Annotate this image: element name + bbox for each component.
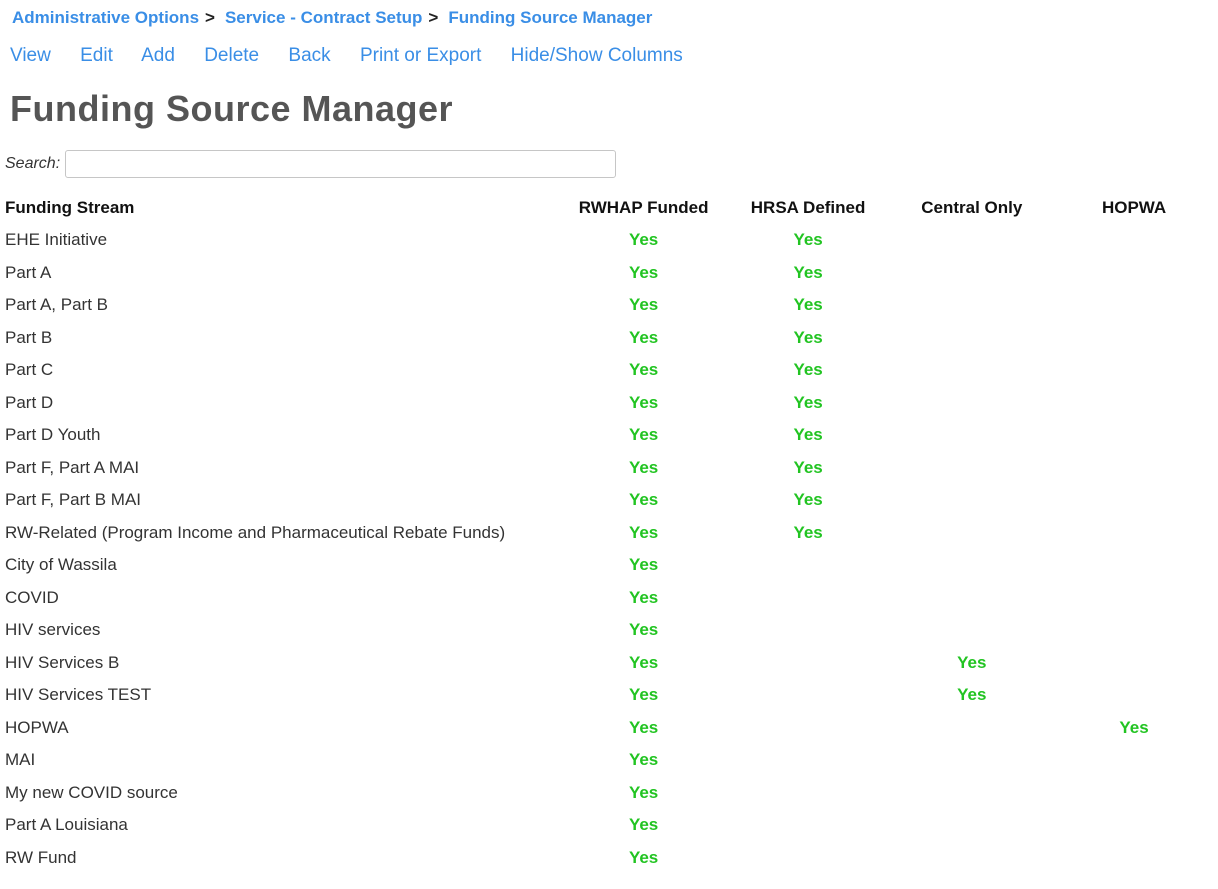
funding-stream-cell: Part A Louisiana: [5, 815, 128, 835]
central-only-cell: [893, 809, 1050, 842]
edit-link[interactable]: Edit: [80, 45, 113, 66]
central-only-cell: [893, 842, 1050, 875]
hrsa-defined-cell: [723, 842, 894, 875]
hrsa-defined-cell: [723, 679, 894, 712]
hrsa-defined-cell: Yes: [793, 360, 823, 380]
breadcrumb-separator: >: [428, 8, 439, 27]
table-row[interactable]: [5, 257, 1218, 290]
search-bar: [5, 150, 616, 178]
funding-stream-cell: RW Fund: [5, 847, 77, 867]
funding-stream-cell: My new COVID source: [5, 782, 178, 802]
funding-stream-cell: RW-Related (Program Income and Pharmaceutical Rebate Funds): [5, 522, 506, 542]
rwhap-funded-cell: Yes: [628, 425, 659, 445]
funding-stream-cell: HIV services: [5, 620, 101, 640]
funding-source-table: [5, 192, 1218, 874]
hopwa-cell: [1050, 452, 1218, 485]
delete-link[interactable]: Delete: [204, 45, 260, 66]
hopwa-cell: [1050, 224, 1218, 257]
funding-stream-cell: HIV Services B: [5, 652, 120, 672]
hrsa-defined-cell: Yes: [793, 295, 823, 315]
hrsa-defined-cell: Yes: [793, 490, 823, 510]
hide-show-columns-link[interactable]: Hide/Show Columns: [510, 45, 683, 66]
table-row[interactable]: [5, 842, 1218, 875]
breadcrumb: [12, 8, 652, 28]
hrsa-defined-cell: [723, 582, 894, 615]
central-only-cell: [893, 322, 1050, 355]
back-link[interactable]: Back: [288, 45, 331, 66]
column-header-central-only[interactable]: Central Only: [921, 198, 1023, 217]
table-row[interactable]: [5, 549, 1218, 582]
hopwa-cell: [1050, 387, 1218, 420]
funding-stream-cell: Part B: [5, 327, 53, 347]
central-only-cell: [893, 289, 1050, 322]
central-only-cell: [893, 614, 1050, 647]
central-only-cell: [893, 257, 1050, 290]
hopwa-cell: [1050, 257, 1218, 290]
table-row[interactable]: [5, 712, 1218, 745]
central-only-cell: [893, 582, 1050, 615]
funding-stream-cell: HIV Services TEST: [5, 685, 152, 705]
central-only-cell: [893, 452, 1050, 485]
table-row[interactable]: [5, 582, 1218, 615]
funding-stream-cell: MAI: [5, 750, 36, 770]
hopwa-cell: [1050, 484, 1218, 517]
column-header-hopwa[interactable]: HOPWA: [1101, 198, 1167, 217]
central-only-cell: [893, 712, 1050, 745]
funding-stream-cell: EHE Initiative: [5, 230, 108, 250]
funding-stream-cell: Part D Youth: [5, 425, 101, 445]
hopwa-cell: [1050, 614, 1218, 647]
funding-stream-cell: COVID: [5, 587, 59, 607]
hrsa-defined-cell: Yes: [793, 392, 823, 412]
central-only-cell: [893, 744, 1050, 777]
breadcrumb-separator: >: [205, 8, 215, 27]
table-row[interactable]: [5, 224, 1218, 257]
hopwa-cell: [1050, 777, 1218, 810]
rwhap-funded-cell: Yes: [628, 522, 659, 542]
search-label: Search:: [5, 155, 61, 172]
rwhap-funded-cell: Yes: [628, 717, 659, 737]
page-title: Funding Source Manager: [10, 88, 454, 129]
hrsa-defined-cell: [723, 647, 894, 680]
hrsa-defined-cell: [723, 549, 894, 582]
rwhap-funded-cell: Yes: [628, 750, 659, 770]
central-only-cell: [893, 484, 1050, 517]
rwhap-funded-cell: Yes: [628, 230, 659, 250]
central-only-cell: [893, 517, 1050, 550]
hopwa-cell: [1050, 744, 1218, 777]
table-row[interactable]: [5, 744, 1218, 777]
table-row[interactable]: [5, 354, 1218, 387]
hrsa-defined-cell: [723, 614, 894, 647]
funding-stream-cell: Part F, Part B MAI: [5, 490, 142, 510]
rwhap-funded-cell: Yes: [628, 685, 659, 705]
table-row[interactable]: [5, 387, 1218, 420]
table-row[interactable]: [5, 614, 1218, 647]
rwhap-funded-cell: Yes: [628, 295, 659, 315]
central-only-cell: Yes: [957, 685, 987, 705]
hopwa-cell: [1050, 419, 1218, 452]
add-link[interactable]: Add: [141, 45, 175, 66]
search-input[interactable]: [65, 150, 616, 178]
rwhap-funded-cell: Yes: [628, 620, 659, 640]
rwhap-funded-cell: Yes: [628, 587, 659, 607]
hopwa-cell: [1050, 517, 1218, 550]
central-only-cell: [893, 777, 1050, 810]
hrsa-defined-cell: [723, 809, 894, 842]
hrsa-defined-cell: [723, 744, 894, 777]
rwhap-funded-cell: Yes: [628, 360, 659, 380]
central-only-cell: [893, 224, 1050, 257]
hopwa-cell: [1050, 549, 1218, 582]
table-header-row: [5, 192, 1218, 224]
central-only-cell: [893, 387, 1050, 420]
view-link[interactable]: View: [10, 45, 51, 66]
funding-stream-cell: HOPWA: [5, 717, 69, 737]
hopwa-cell: [1050, 679, 1218, 712]
funding-stream-cell: Part F, Part A MAI: [5, 457, 140, 477]
hopwa-cell: [1050, 647, 1218, 680]
rwhap-funded-cell: Yes: [628, 457, 659, 477]
central-only-cell: [893, 354, 1050, 387]
breadcrumb-service-contract-setup[interactable]: Service - Contract Setup: [224, 8, 423, 27]
action-toolbar: [10, 45, 707, 67]
table-row[interactable]: [5, 484, 1218, 517]
hrsa-defined-cell: Yes: [793, 425, 823, 445]
column-header-hrsa-defined[interactable]: HRSA Defined: [750, 198, 866, 217]
table-row[interactable]: [5, 419, 1218, 452]
rwhap-funded-cell: Yes: [628, 392, 659, 412]
hrsa-defined-cell: [723, 712, 894, 745]
central-only-cell: [893, 549, 1050, 582]
hopwa-cell: [1050, 809, 1218, 842]
table-row[interactable]: [5, 777, 1218, 810]
hrsa-defined-cell: Yes: [793, 230, 823, 250]
table-row[interactable]: [5, 647, 1218, 680]
rwhap-funded-cell: Yes: [628, 262, 659, 282]
funding-stream-cell: Part A: [5, 262, 52, 282]
hrsa-defined-cell: Yes: [793, 522, 823, 542]
table-row[interactable]: [5, 679, 1218, 712]
rwhap-funded-cell: Yes: [628, 652, 659, 672]
funding-stream-cell: City of Wassila: [5, 555, 117, 575]
column-header-funding-stream[interactable]: Funding Stream: [5, 198, 135, 217]
funding-stream-cell: Part A, Part B: [5, 295, 108, 315]
hopwa-cell: [1050, 842, 1218, 875]
funding-stream-cell: Part D: [5, 392, 54, 412]
rwhap-funded-cell: Yes: [628, 847, 659, 867]
hrsa-defined-cell: [723, 777, 894, 810]
table-row[interactable]: [5, 517, 1218, 550]
hopwa-cell: Yes: [1119, 717, 1149, 737]
rwhap-funded-cell: Yes: [628, 815, 659, 835]
hopwa-cell: [1050, 354, 1218, 387]
rwhap-funded-cell: Yes: [628, 327, 659, 347]
rwhap-funded-cell: Yes: [628, 555, 659, 575]
hrsa-defined-cell: Yes: [793, 262, 823, 282]
rwhap-funded-cell: Yes: [628, 782, 659, 802]
hrsa-defined-cell: Yes: [793, 457, 823, 477]
table-row[interactable]: [5, 289, 1218, 322]
hopwa-cell: [1050, 322, 1218, 355]
table-row[interactable]: [5, 452, 1218, 485]
hopwa-cell: [1050, 289, 1218, 322]
breadcrumb-administrative-options[interactable]: Administrative Options: [12, 8, 200, 27]
hopwa-cell: [1050, 582, 1218, 615]
table-body: [5, 224, 1218, 874]
table-row[interactable]: [5, 322, 1218, 355]
breadcrumb-funding-source-manager[interactable]: Funding Source Manager: [448, 8, 653, 27]
table-row[interactable]: [5, 809, 1218, 842]
hrsa-defined-cell: Yes: [793, 327, 823, 347]
print-export-link[interactable]: Print or Export: [359, 45, 482, 66]
central-only-cell: [893, 419, 1050, 452]
rwhap-funded-cell: Yes: [628, 490, 659, 510]
column-header-rwhap-funded[interactable]: RWHAP Funded: [578, 198, 709, 217]
funding-stream-cell: Part C: [5, 360, 54, 380]
central-only-cell: Yes: [957, 652, 987, 672]
